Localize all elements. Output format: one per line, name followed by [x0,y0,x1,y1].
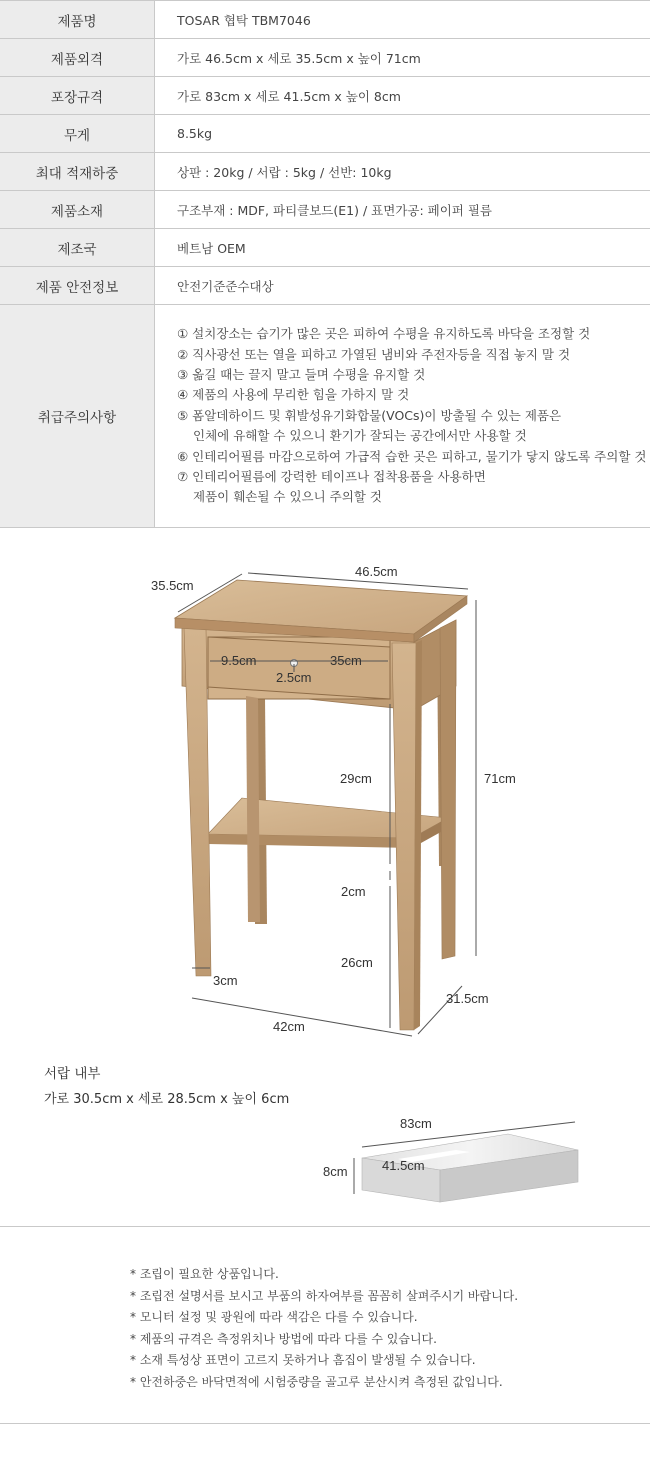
spec-row-package [0,77,650,115]
spec-row-size [0,39,650,77]
caution-item: ⑤ 폼알데하이드 및 휘발성유기화합물(VOCs)이 방출될 수 있는 제품은 [177,407,562,423]
dim-lower-height-label: 26cm [341,955,373,970]
box-height-label: 8cm [323,1164,348,1179]
footnote-item: * 모니터 설정 및 광원에 따라 색감은 다를 수 있습니다. [130,1310,418,1325]
spec-value: TOSAR 협탁 TBM7046 [155,1,650,39]
dim-drawer-offset-label: 9.5cm [221,653,257,668]
caution-item: ② 직사광선 또는 열을 피하고 가열된 냄비와 주전자등을 직접 놓지 말 것 [177,346,571,362]
footnote-item: * 조립전 설명서를 보시고 부품의 하자여부를 꼼꼼히 살펴주시기 바랍니다. [130,1288,519,1303]
spec-value: 가로 83cm x 세로 41.5cm x 높이 8cm [155,77,650,115]
spec-label: 제품외격 [0,39,155,77]
caution-item-continued: 제품이 훼손될 수 있으니 주의할 것 [193,489,382,505]
bottom-divider [0,1423,650,1424]
caution-item: ③ 옮길 때는 끌지 말고 들며 수평을 유지할 것 [177,366,426,382]
footnote-list [130,1264,518,1394]
footnote-item: * 조립이 필요한 상품입니다. [130,1267,279,1281]
spec-row-load [0,153,650,191]
caution-item: ⑥ 인테리어필름 마감으로하여 가급적 습한 곳은 피하고, 물기가 닿지 않도록 주의할 것 [177,448,647,464]
spec-value: 베트남 OEM [155,229,650,267]
product-illustration [0,536,650,1226]
caution-item: ⑦ 인테리어필름에 강력한 테이프나 접착용품을 사용하면 [177,469,486,485]
footnote-item: * 안전하중은 바닥면적에 시험중량을 골고루 분산시켜 측정된 값입니다. [130,1374,503,1389]
box-width-label: 41.5cm [382,1158,425,1173]
dim-drawer-width-label: 35cm [330,653,362,668]
footnote-item: * 소재 특성상 표면이 고르지 못하거나 흠집이 발생될 수 있습니다. [130,1353,476,1368]
spec-label: 제조국 [0,229,155,267]
spec-row-weight [0,115,650,153]
caution-list [177,324,650,508]
dim-drawer-height-label: 2.5cm [276,670,312,685]
dim-width-label: 46.5cm [355,564,398,579]
spec-label: 제품소재 [0,191,155,229]
dim-leg-label: 3cm [213,973,238,988]
box-length-label: 83cm [400,1116,432,1131]
caution-item-continued: 인체에 유해할 수 있으니 환기가 잘되는 공간에서만 사용할 것 [193,428,527,444]
spec-row-origin [0,229,650,267]
spec-table [0,0,650,528]
spec-label: 제품 안전정보 [0,267,155,305]
drawer-inner-size: 가로 30.5cm x 세로 28.5cm x 높이 6cm [44,1092,290,1107]
caution-cell [155,305,650,528]
dim-upper-height-label: 29cm [340,771,372,786]
nightstand-drawing [0,536,650,1226]
dim-base-depth-label: 31.5cm [446,991,489,1006]
spec-label: 최대 적재하중 [0,153,155,191]
spec-row-caution [0,305,650,528]
dim-depth-label: 35.5cm [151,578,194,593]
dim-shelf-thickness-label: 2cm [341,884,366,899]
section-divider [0,1226,650,1227]
caution-item: ① 설치장소는 습기가 많은 곳은 피하여 수평을 유지하도록 바닥을 조정할 것 [177,326,591,342]
dim-total-height-label: 71cm [484,771,516,786]
spec-value: 8.5kg [155,115,650,153]
spec-label: 무게 [0,115,155,153]
spec-value: 가로 46.5cm x 세로 35.5cm x 높이 71cm [155,39,650,77]
spec-value: 상판 : 20kg / 서랍 : 5kg / 선반: 10kg [155,153,650,191]
drawer-inner-title: 서랍 내부 [44,1066,101,1082]
footnote-item: * 제품의 규격은 측정위치나 방법에 따라 다를 수 있습니다. [130,1331,437,1346]
spec-label: 제품명 [0,1,155,39]
spec-row-safety [0,267,650,305]
spec-value: 안전기준준수대상 [155,267,650,305]
spec-value: 구조부재 : MDF, 파티클보드(E1) / 표면가공: 페이퍼 필름 [155,191,650,229]
dim-base-width-label: 42cm [273,1019,305,1034]
spec-row-material [0,191,650,229]
spec-label: 취급주의사항 [0,305,155,528]
caution-item: ④ 제품의 사용에 무리한 힘을 가하지 말 것 [177,387,410,403]
spec-row-name [0,1,650,39]
spec-label: 포장규격 [0,77,155,115]
